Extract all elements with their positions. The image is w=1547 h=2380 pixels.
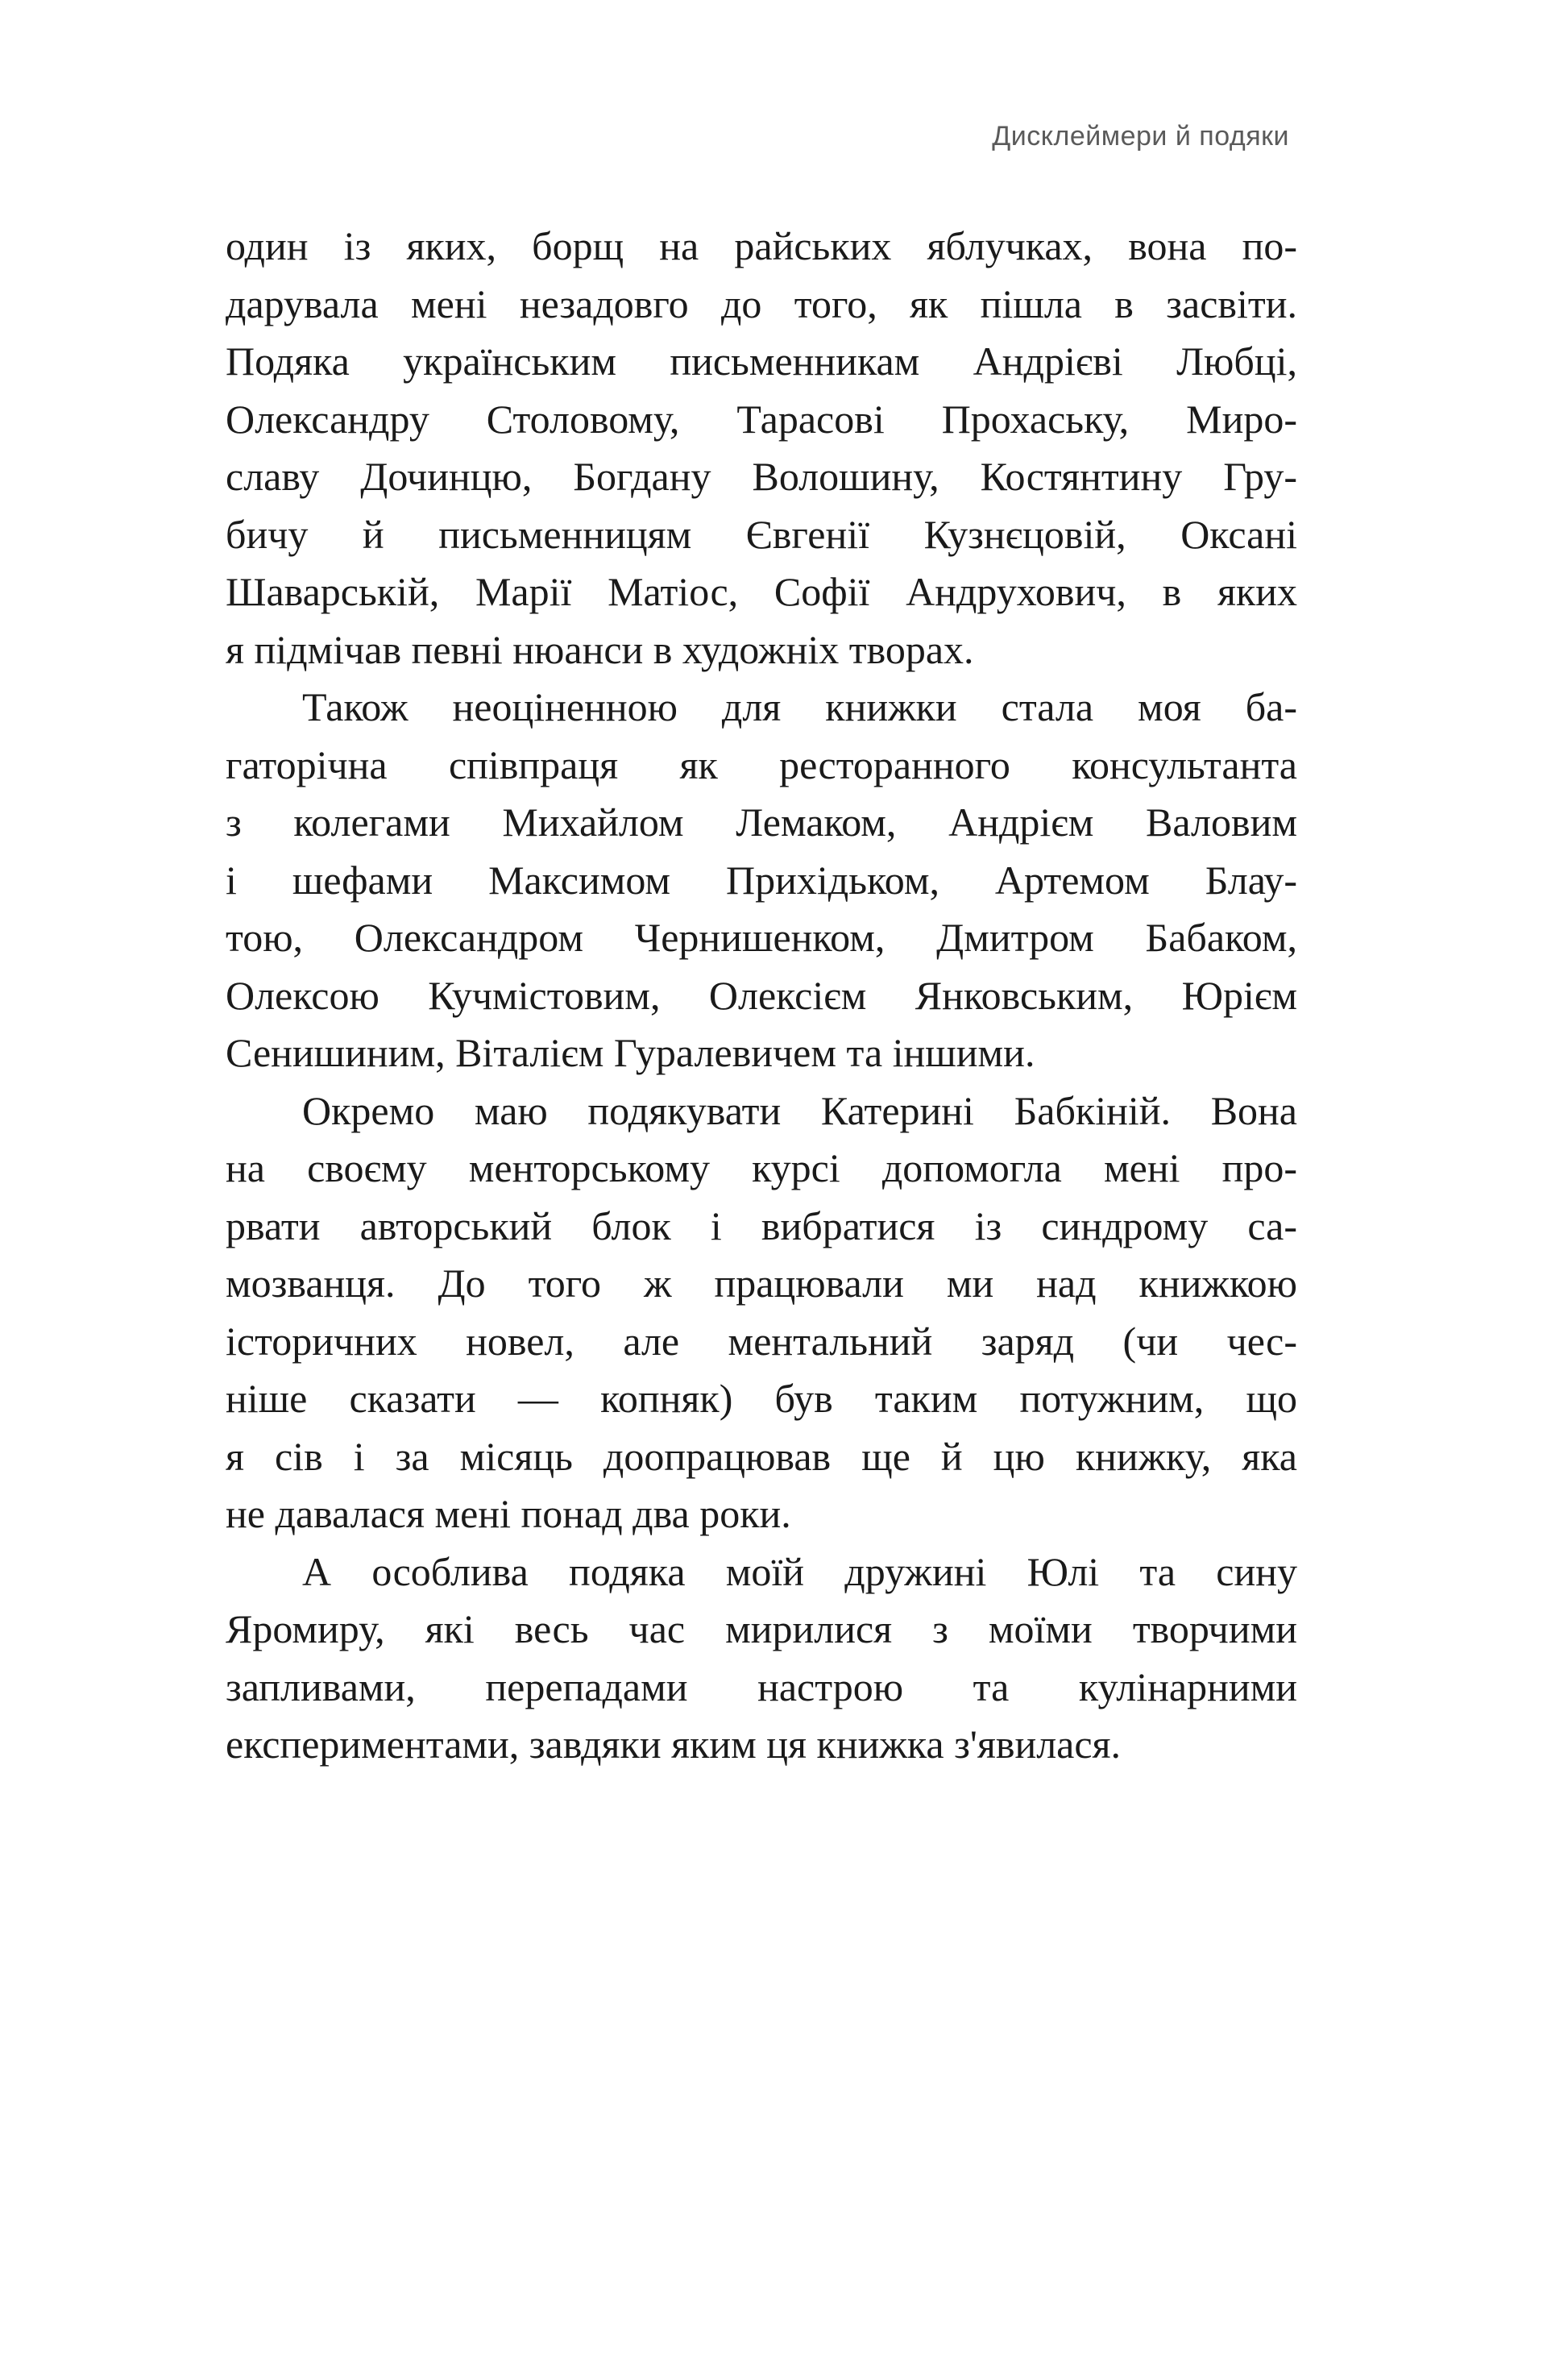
- paragraph: [226, 218, 1297, 679]
- text-line: рвати авторський блок і вибратися із синдрому са-: [226, 1202, 1297, 1248]
- text-line: запливами, перепадами настрою та кулінарними: [226, 1664, 1297, 1709]
- text-line: ніше сказати — копняк) був таким потужним, що: [226, 1376, 1297, 1421]
- text-line: не давалася мені понад два роки.: [226, 1491, 791, 1536]
- text-line: бичу й письменницям Євгенії Кузнєцовій, Оксані: [226, 511, 1297, 557]
- text-line: один із яких, борщ на райських яблучках, вона по-: [226, 223, 1297, 268]
- body-text: [226, 218, 1297, 1774]
- text-line: тою, Олександром Чернишенком, Дмитром Бабаком,: [226, 915, 1297, 960]
- text-line: історичних новел, але ментальний заряд (чи чес-: [226, 1318, 1297, 1364]
- text-line: Олексою Кучмістовим, Олексієм Янковським, Юрієм: [226, 972, 1297, 1018]
- paragraph: [226, 1543, 1297, 1774]
- text-line: з колегами Михайлом Лемаком, Андрієм Валовим: [226, 800, 1297, 845]
- text-line: Сенишиним, Віталієм Гуралевичем та іншими.: [226, 1030, 1035, 1075]
- text-line: мозванця. До того ж працювали ми над книжкою: [226, 1261, 1297, 1306]
- text-line: експериментами, завдяки яким ця книжка з'явилася.: [226, 1722, 1122, 1767]
- running-header: Дисклеймери й подяки: [992, 121, 1289, 152]
- text-line: я підмічав певні нюанси в художніх творах.: [226, 626, 974, 672]
- text-line: і шефами Максимом Прихідьком, Артемом Блау-: [226, 857, 1297, 903]
- text-line: славу Дочинцю, Богдану Волошину, Костянтину Гру-: [226, 454, 1297, 499]
- text-line: гаторічна співпраця як ресторанного консультанта: [226, 741, 1297, 787]
- text-line: Яромиру, які весь час мирилися з моїми творчими: [226, 1606, 1297, 1651]
- text-line: дарувала мені незадовго до того, як пішла в засвіти.: [226, 280, 1297, 326]
- paragraph: [226, 1082, 1297, 1543]
- text-line: Олександру Столовому, Тарасові Прохаську, Миро-: [226, 396, 1297, 442]
- text-line: А особлива подяка моїй дружині Юлі та сину: [302, 1548, 1297, 1594]
- text-line: я сів і за місяць доопрацював ще й цю книжку, яка: [226, 1433, 1297, 1479]
- text-line: на своєму менторському курсі допомогла мені про-: [226, 1145, 1297, 1190]
- text-line: Подяка українським письменникам Андрієві Любці,: [226, 339, 1297, 384]
- paragraph: [226, 679, 1297, 1082]
- text-line: Шаварській, Марії Матіос, Софії Андрухович, в яких: [226, 569, 1297, 614]
- text-line: Окремо маю подякувати Катерині Бабкіній. Вона: [302, 1087, 1297, 1133]
- text-line: Також неоціненною для книжки стала моя ба-: [302, 684, 1297, 729]
